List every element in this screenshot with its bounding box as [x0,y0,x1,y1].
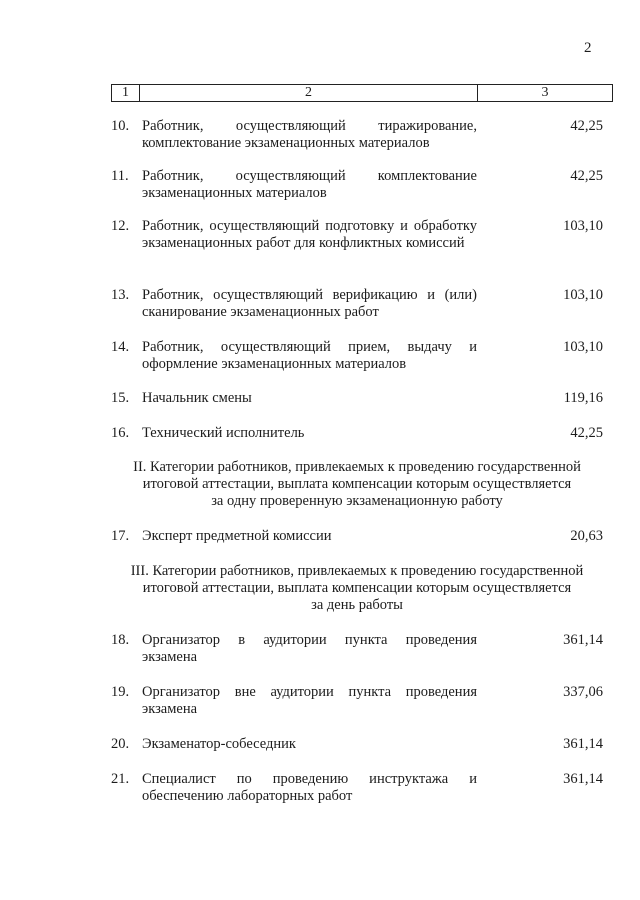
column-header-3: 3 [541,85,549,100]
row-value: 42,25 [570,168,603,184]
row-value: 119,16 [563,390,603,406]
row-text: Работник, осуществляющий верификацию и (или) сканирование экзаменационных работ [142,287,477,320]
row-number: 16. [111,425,130,441]
row-text: Работник, осуществляющий прием, выдачу и оформление экзаменационных материалов [142,339,477,372]
row-text: Специалист по проведению инструктажа и обеспечению лабораторных работ [142,771,477,804]
row-text: Организатор в аудитории пункта проведения экзамена [142,632,477,665]
row-value: 103,10 [563,287,603,303]
row-number: 13. [111,287,130,303]
row-number: 10. [111,118,130,134]
row-value: 42,25 [570,118,603,134]
row-number: 17. [111,528,130,544]
row-number: 19. [111,684,130,700]
section-line: итоговой аттестации, выплата компенсации которым осуществляется [142,580,572,596]
row-text: Эксперт предметной комиссии [142,528,332,544]
row-text: Работник, осуществляющий подготовку и обработку экзаменационных работ для конфликтных комиссий [142,218,477,251]
row-value: 361,14 [563,736,603,752]
row-text: Технический исполнитель [142,425,305,441]
column-header-1: 1 [112,85,140,101]
page-number: 2 [584,40,592,56]
section-heading [111,563,603,614]
row-text: Начальник смены [142,390,252,406]
row-value: 361,14 [563,632,603,648]
row-number: 20. [111,736,130,752]
row-number: 21. [111,771,130,787]
column-header-row [111,84,613,102]
section-line: итоговой аттестации, выплата компенсации которым осуществляется [142,476,572,492]
section-line: II. Категории работников, привлекаемых к проведению государственной [133,459,581,475]
section-line: III. Категории работников, привлекаемых к проведению государственной [130,563,584,579]
row-value: 42,25 [570,425,603,441]
column-header-2: 2 [140,85,478,101]
row-text: Работник, осуществляющий тиражирование, комплектование экзаменационных материалов [142,118,477,151]
section-line: за день работы [311,597,403,613]
row-value: 337,06 [563,684,603,700]
row-number: 11. [111,168,129,184]
row-number: 15. [111,390,130,406]
row-text: Работник, осуществляющий комплектование экзаменационных материалов [142,168,477,201]
row-value: 103,10 [563,218,603,234]
row-value: 20,63 [570,528,603,544]
row-text: Экзаменатор-собеседник [142,736,296,752]
row-number: 18. [111,632,130,648]
section-heading [111,459,603,510]
row-value: 103,10 [563,339,603,355]
row-number: 12. [111,218,130,234]
row-number: 14. [111,339,130,355]
row-text: Организатор вне аудитории пункта проведения экзамена [142,684,477,717]
section-line: за одну проверенную экзаменационную работу [211,493,503,509]
row-value: 361,14 [563,771,603,787]
